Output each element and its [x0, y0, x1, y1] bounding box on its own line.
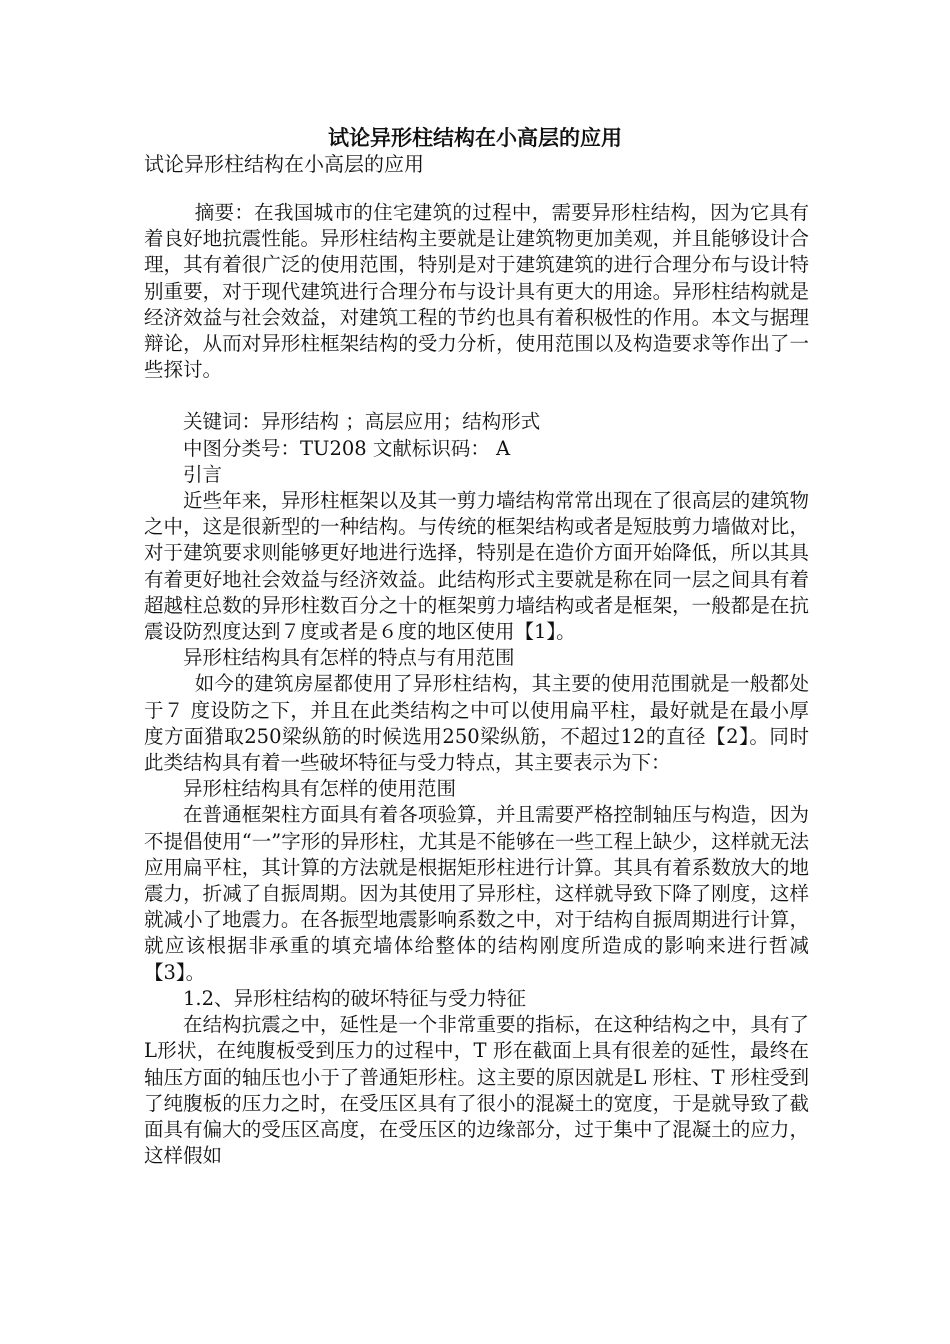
section1-heading: 异形柱结构具有怎样的特点与有用范围: [183, 646, 515, 670]
document-title: 试论异形柱结构在小高层的应用: [328, 126, 622, 150]
document-subtitle: 试论异形柱结构在小高层的应用: [144, 152, 424, 176]
document-body: [144, 200, 809, 1169]
section3-heading: 1.2、异形柱结构的破坏特征与受力特征: [183, 986, 527, 1010]
section3-paragraph: 在结构抗震之中，延性是一个非常重要的指标，在这种结构之中，具有了L形状，在纯腹板受到压力的过程中，T 形在截面上具有很差的延性，最终在轴压方面的轴压也小于了普通矩形柱。这主要的原因就是L 形柱、T 形柱受到了纯腹板的压力之时，在受压区具有了很小的混凝土的宽度，于是就导致了截面具有偏大的受压区高度，在受压区的边缘部分，过于集中了混凝土的应力，这样假如: [144, 1013, 809, 1168]
section1-paragraph: 如今的建筑房屋都使用了异形柱结构，其主要的使用范围就是一般都处于７ 度设防之下，并且在此类结构之中可以使用扁平柱，最好就是在最小厚度方面猎取250梁纵筋的时候选用250梁纵筋，不超过12的直径【2】。同时此类结构具有着一些破坏特征与受力特点，其主要表示为下：: [144, 672, 809, 775]
intro-paragraph: 近些年来，异形柱框架以及其一剪力墙结构常常出现在了很高层的建筑物之中，这是很新型的一种结构。与传统的框架结构或者是短肢剪力墙做对比，对于建筑要求则能够更好地进行选择，特别是在造价方面开始降低，所以其具有着更好地社会效益与经济效益。此结构形式主要就是称在同一层之间具有着超越柱总数的异形柱数百分之十的框架剪力墙结构或者是框架，一般都是在抗震设防烈度达到７度或者是６度的地区使用【1】。: [144, 489, 809, 644]
abstract-paragraph: 摘要：在我国城市的住宅建筑的过程中，需要异形柱结构，因为它具有着良好地抗震性能。异形柱结构主要就是让建筑物更加美观，并且能够设计合理，其有着很广泛的使用范围，特别是对于建筑建筑的进行合理分布与设计特别重要，对于现代建筑进行合理分布与设计具有更大的用途。异形柱结构就是经济效益与社会效益，对建筑工程的节约也具有着积极性的作用。本文与据理辩论，从而对异形柱框架结构的受力分析，使用范围以及构造要求等作出了一些探讨。: [144, 201, 809, 382]
intro-heading: 引言: [183, 462, 223, 486]
keywords-line: 关键词：异形结构 ；高层应用；结构形式: [183, 410, 541, 434]
section2-heading: 异形柱结构具有怎样的使用范围: [183, 777, 457, 801]
classification-line: 中图分类号：TU208 文献标识码： A: [183, 436, 511, 460]
section2-paragraph: 在普通框架柱方面具有着各项验算，并且需要严格控制轴压与构造，因为不提倡使用“一”字形的异形柱，尤其是不能够在一些工程上缺少，这样就无法应用扁平柱，其计算的方法就是根据矩形柱进行计算。其具有着系数放大的地震力，折减了自振周期。因为其使用了异形柱，这样就导致下降了刚度，这样就减小了地震力。在各振型地震影响系数之中，对于结构自振周期进行计算，就应该根据非承重的填充墙体给整体的结构刚度所造成的影响来进行哲减【3】。: [144, 803, 809, 984]
spacer: [144, 383, 809, 409]
